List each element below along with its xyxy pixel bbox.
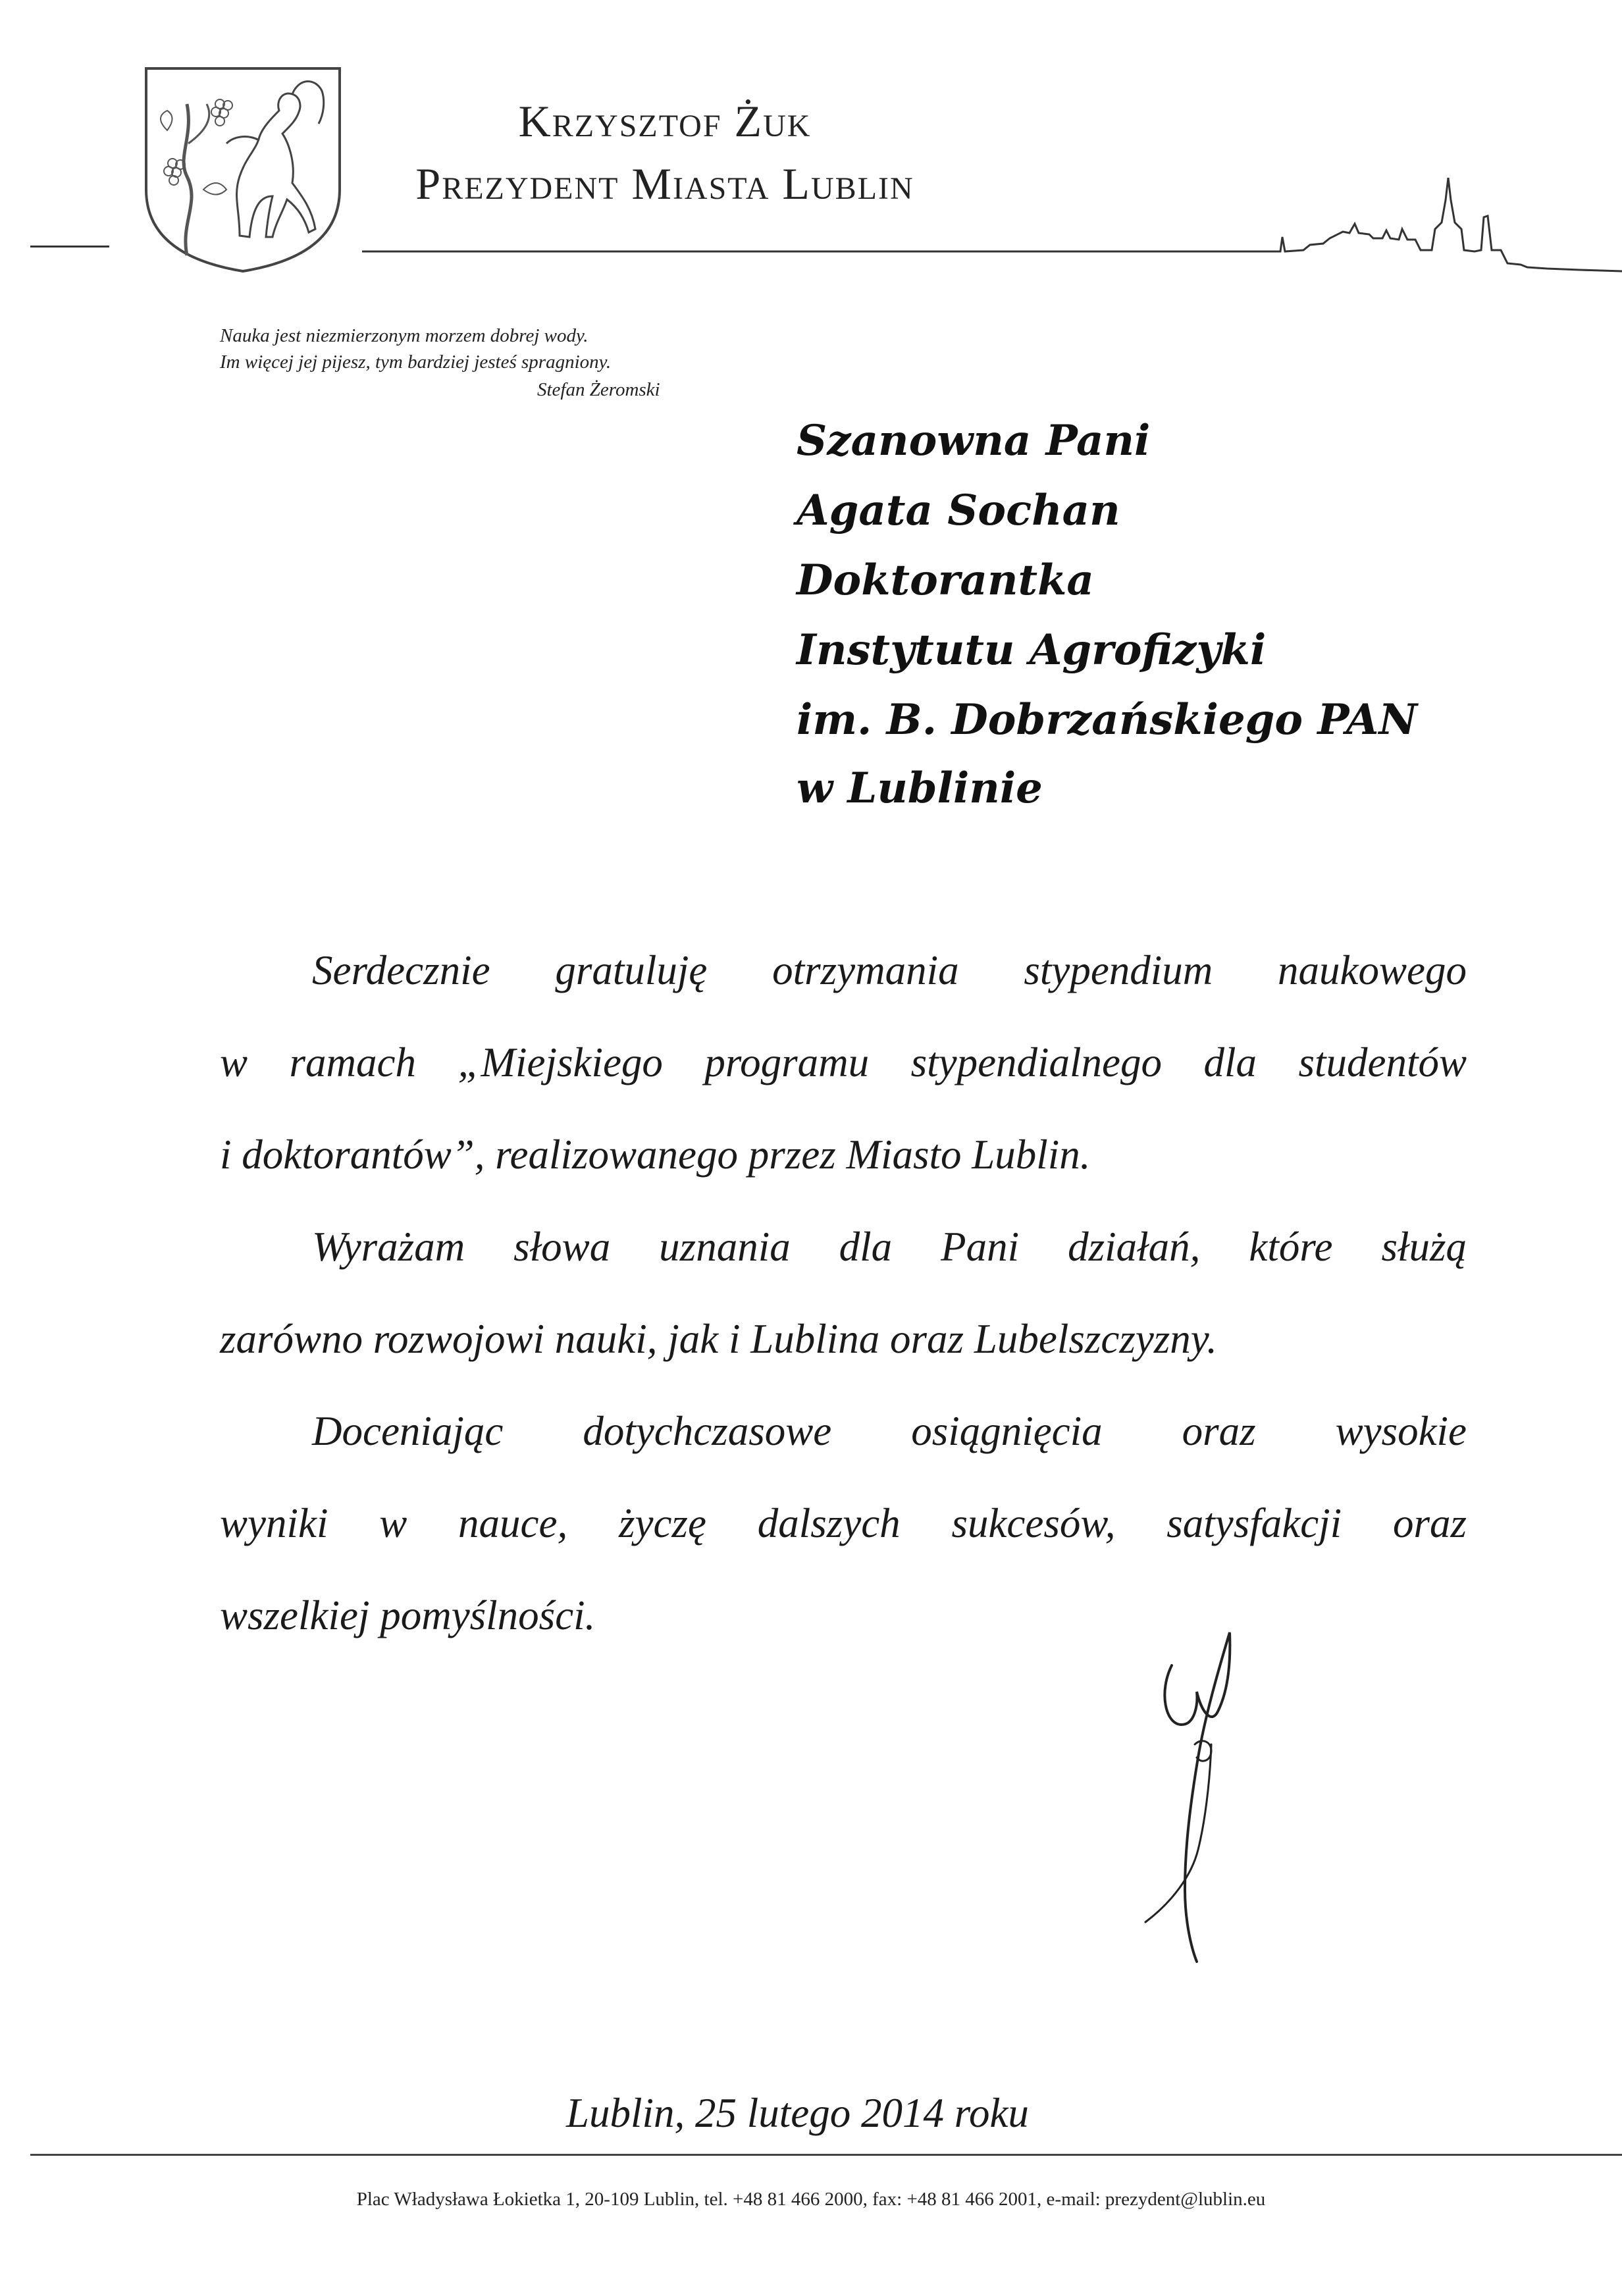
footer-address: Plac Władysława Łokietka 1, 20-109 Lublin, tel. +48 81 466 2000, fax: +48 81 466 2001, e-mail: prezydent@lublin.eu	[356, 2189, 1266, 2210]
header-rule-left	[30, 246, 109, 248]
body-line: w ramach „Miejskiego programu stypendialnego dla studentów	[220, 1039, 1467, 1085]
body-line: Serdecznie gratuluję otrzymania stypendium naukowego	[312, 947, 1467, 993]
motto-line: Im więcej jej pijesz, tym bardziej jesteś spragniony.	[220, 352, 612, 373]
body-line: zarówno rozwojowi nauki, jak i Lublina oraz Lubelszczyzny.	[220, 1316, 1218, 1362]
motto-author: Stefan Żeromski	[537, 379, 660, 400]
addressee-line: Agata Sochan	[797, 486, 1120, 535]
addressee-line: Doktorantka	[797, 556, 1094, 605]
addressee-line: w Lublinie	[797, 764, 1043, 813]
body-line: wszelkiej pomyślności.	[220, 1592, 596, 1638]
letterhead-title: Prezydent Miasta Lublin	[415, 159, 914, 209]
addressee-line: Instytutu Agrofizyki	[797, 625, 1267, 675]
letter-date: Lublin, 25 lutego 2014 roku	[566, 2090, 1029, 2136]
body-line: Wyrażam słowa uznania dla Pani działań, które służą	[312, 1224, 1467, 1270]
addressee-line: Szanowna Pani	[797, 416, 1151, 465]
body-line: i doktorantów”, realizowanego przez Miasto Lublin.	[220, 1132, 1091, 1178]
footer-rule	[30, 2154, 1622, 2156]
lublin-coat-of-arms-icon	[141, 65, 345, 274]
body-line: Doceniając dotychczasowe osiągnięcia oraz wysokie	[312, 1408, 1467, 1454]
body-line: wyniki w nauce, życzę dalszych sukcesów, satysfakcji oraz	[220, 1500, 1467, 1546]
addressee-line: im. B. Dobrzańskiego PAN	[797, 695, 1417, 744]
handwritten-signature-icon	[1119, 1613, 1290, 1968]
motto-line: Nauka jest niezmierzonym morzem dobrej wody.	[220, 325, 589, 346]
letterhead-name: Krzysztof Żuk	[518, 96, 812, 146]
city-skyline-icon	[362, 151, 1622, 276]
